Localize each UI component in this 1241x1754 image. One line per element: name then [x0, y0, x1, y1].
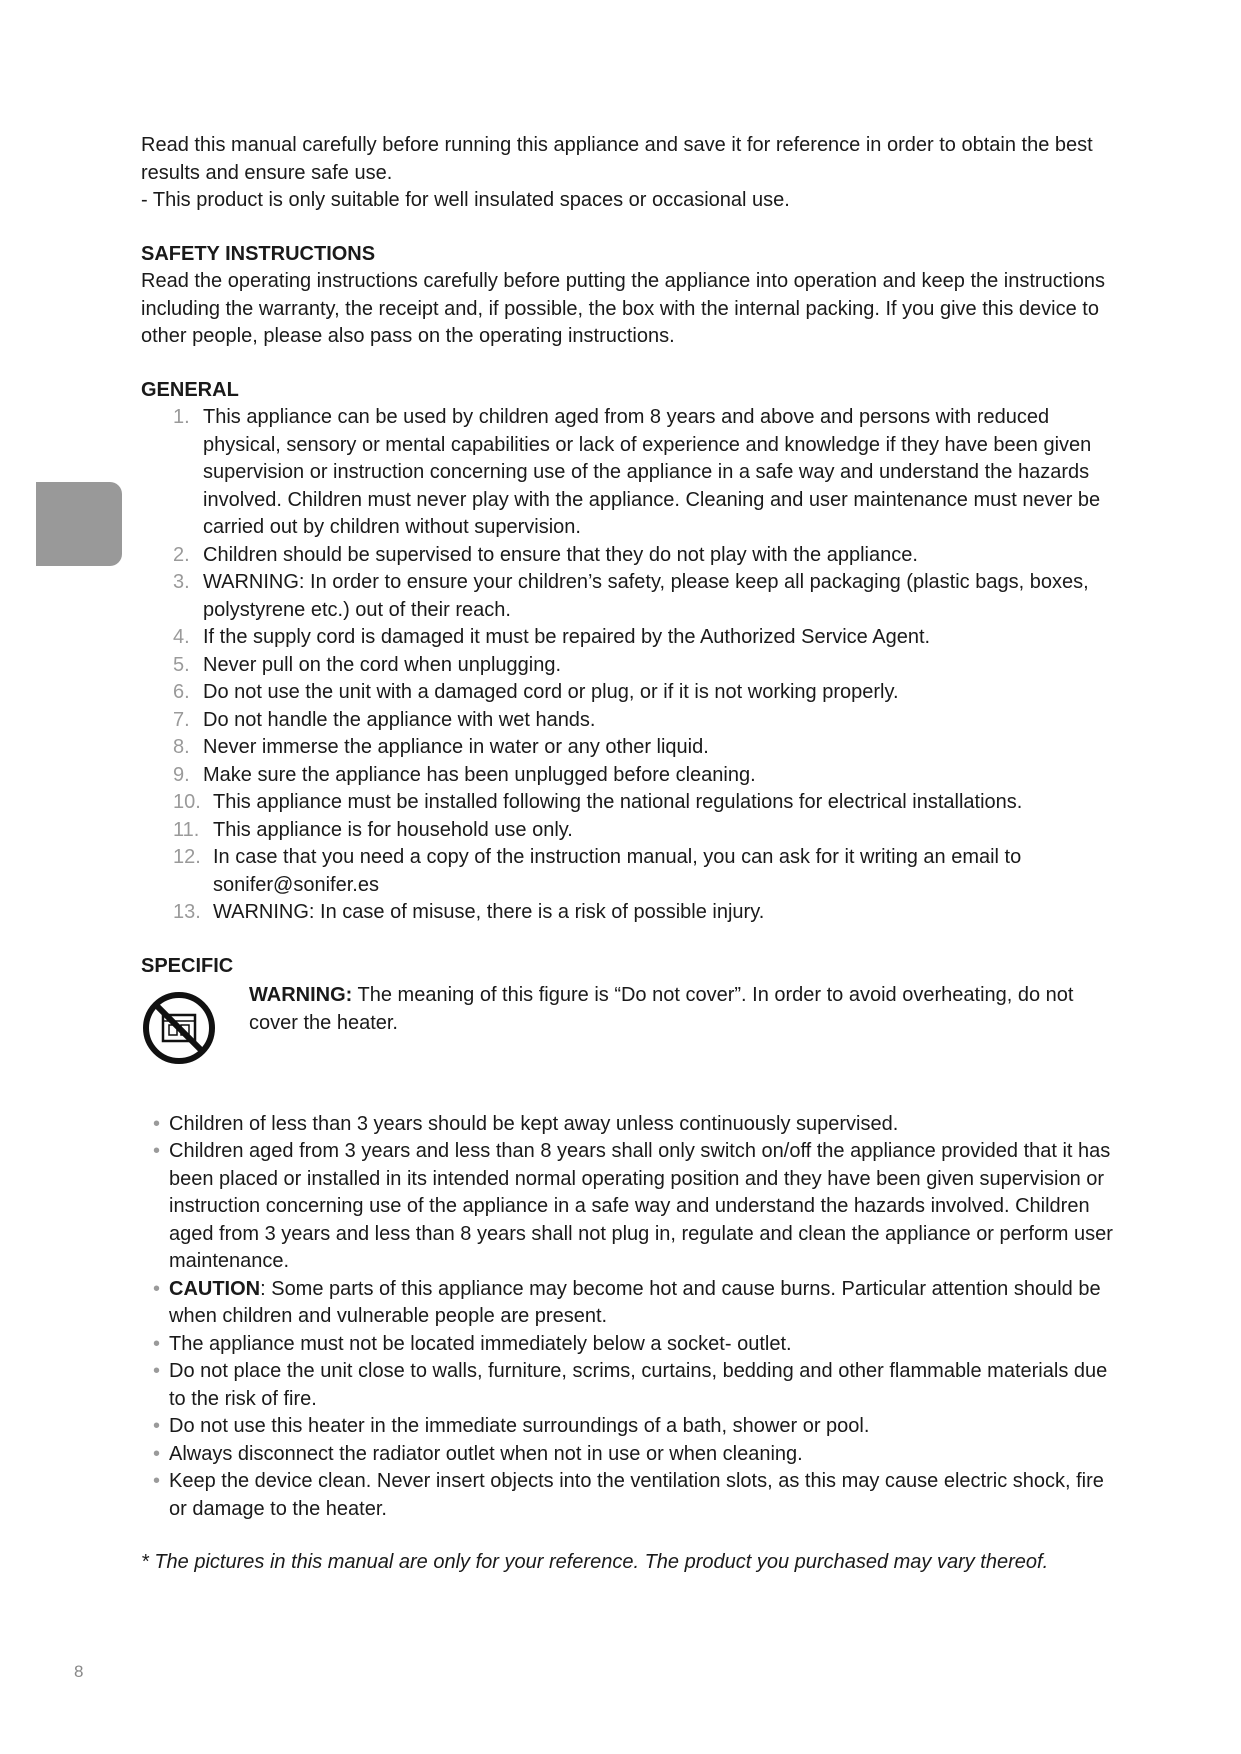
- list-item: [141, 1441, 1116, 1469]
- item-text: Never immerse the appliance in water or any other liquid.: [203, 736, 709, 758]
- item-text: In case that you need a copy of the instruction manual, you can ask for it writing an email to sonifer@sonifer.es: [213, 846, 1022, 896]
- list-item: [141, 1413, 1116, 1441]
- bullet: •: [153, 1140, 161, 1162]
- item-text: Never pull on the cord when unplugging.: [203, 653, 562, 676]
- item-text: Keep the device clean. Never insert objects into the ventilation slots, as this may cause electric shock, fire or damage to the heater.: [169, 1470, 1104, 1520]
- list-item: [141, 1276, 1116, 1331]
- item-text: CAUTION: Some parts of this appliance may become hot and cause burns. Particular attention should be when children and vulnerable people are present.: [169, 1277, 1101, 1327]
- list-item: [141, 1138, 1116, 1276]
- side-tab: [36, 482, 122, 566]
- bullet: •: [153, 1360, 161, 1382]
- list-item: [141, 1358, 1116, 1413]
- warning-block: [141, 982, 1116, 1075]
- item-text: Do not use the unit with a damaged cord or plug, or if it is not working properly.: [203, 681, 899, 703]
- page-number: 8: [74, 1662, 84, 1681]
- item-number: 4.: [173, 626, 190, 648]
- item-text: This appliance must be installed following the national regulations for electrical installations.: [213, 791, 1023, 813]
- warning-text: WARNING: The meaning of this figure is “Do not cover”. In order to avoid overheating, do not cover the heater.: [249, 984, 1074, 1034]
- bullet: •: [153, 1442, 161, 1465]
- footnote: * The pictures in this manual are only for your reference. The product you purchased may vary thereof.: [141, 1551, 1049, 1573]
- item-text: Do not use this heater in the immediate surroundings of a bath, shower or pool.: [169, 1415, 870, 1437]
- bullet: •: [153, 1415, 161, 1437]
- specific-list: [141, 1111, 1116, 1524]
- item-number: 2.: [173, 543, 190, 566]
- item-text: Children of less than 3 years should be kept away unless continuously supervised.: [169, 1112, 899, 1135]
- item-text: Children should be supervised to ensure that they do not play with the appliance.: [203, 543, 918, 566]
- item-text: Always disconnect the radiator outlet when not in use or when cleaning.: [169, 1442, 803, 1465]
- item-text: The appliance must not be located immediately below a socket- outlet.: [169, 1332, 792, 1355]
- bullet: •: [153, 1332, 161, 1355]
- bullet: •: [153, 1277, 161, 1300]
- list-item: [173, 542, 1116, 570]
- list-item: [173, 899, 1116, 927]
- safety-heading: SAFETY INSTRUCTIONS: [141, 242, 376, 265]
- general-heading: GENERAL: [141, 378, 239, 401]
- item-text: Make sure the appliance has been unplugged before cleaning.: [203, 763, 756, 786]
- list-item: [173, 789, 1116, 817]
- warning-label: WARNING:: [249, 984, 353, 1006]
- intro-note: - This product is only suitable for well insulated spaces or occasional use.: [141, 189, 790, 211]
- bullet: •: [153, 1112, 161, 1135]
- item-number: 10.: [173, 791, 201, 813]
- item-number: 5.: [173, 653, 190, 676]
- list-item: [173, 734, 1116, 762]
- list-item: [173, 707, 1116, 735]
- list-item: [173, 762, 1116, 790]
- specific-heading: SPECIFIC: [141, 954, 234, 977]
- item-text: Do not handle the appliance with wet hands.: [203, 708, 596, 731]
- item-number: 3.: [173, 571, 190, 593]
- do-not-cover-icon: [141, 982, 249, 1075]
- safety-text: Read the operating instructions carefully before putting the appliance into operation and keep the instructions including the warranty, the receipt and, if possible, the box with the internal packing. If you give this device to other people, please also pass on the operating instructions.: [141, 270, 1105, 347]
- item-text: This appliance is for household use only.: [213, 818, 573, 841]
- list-item: [173, 844, 1116, 899]
- item-text: This appliance can be used by children aged from 8 years and above and persons with reduced physical, sensory or mental capabilities or lack of experience and knowledge if they have been given supervision or instruction concerning use of the appliance in a safe way and understand the hazards involved. Children must never play with the appliance. Cleaning and user maintenance must never be carried out by children without supervision.: [203, 406, 1101, 538]
- list-item: [173, 569, 1116, 624]
- list-item: [173, 624, 1116, 652]
- general-list: [141, 404, 1116, 927]
- item-number: 6.: [173, 681, 190, 703]
- item-number: 7.: [173, 708, 190, 731]
- list-item: [141, 1111, 1116, 1139]
- item-number: 9.: [173, 763, 190, 786]
- item-text: WARNING: In case of misuse, there is a risk of possible injury.: [213, 901, 765, 923]
- list-item: [173, 679, 1116, 707]
- caution-label: CAUTION: [169, 1277, 261, 1300]
- item-number: 1.: [173, 406, 190, 428]
- list-item: [141, 1331, 1116, 1359]
- item-number: 12.: [173, 846, 201, 868]
- item-text: If the supply cord is damaged it must be repaired by the Authorized Service Agent.: [203, 626, 931, 648]
- list-item: [141, 1468, 1116, 1523]
- list-item: [173, 404, 1116, 542]
- item-number: 13.: [173, 901, 201, 923]
- list-item: [173, 652, 1116, 680]
- item-text: Children aged from 3 years and less than 8 years shall only switch on/off the appliance provided that it has been placed or installed in its intended normal operating position and they have been given supervision or instruction concerning use of the appliance in a safe way and understand the hazards involved. Children aged from 3 years and less than 8 years shall not plug in, regulate and clean the appliance or perform user maintenance.: [169, 1140, 1113, 1272]
- bullet: •: [153, 1470, 161, 1492]
- item-number: 11.: [173, 818, 200, 841]
- item-text: WARNING: In order to ensure your children’s safety, please keep all packaging (plastic bags, boxes, polystyrene etc.) out of their reach.: [203, 571, 1089, 621]
- item-text: Do not place the unit close to walls, furniture, scrims, curtains, bedding and other flammable materials due to the risk of fire.: [169, 1360, 1108, 1410]
- list-item: [173, 817, 1116, 845]
- intro-text: Read this manual carefully before running this appliance and save it for reference in order to obtain the best results and ensure safe use.: [141, 134, 1093, 184]
- manual-page: [141, 132, 1116, 1577]
- item-number: 8.: [173, 736, 190, 758]
